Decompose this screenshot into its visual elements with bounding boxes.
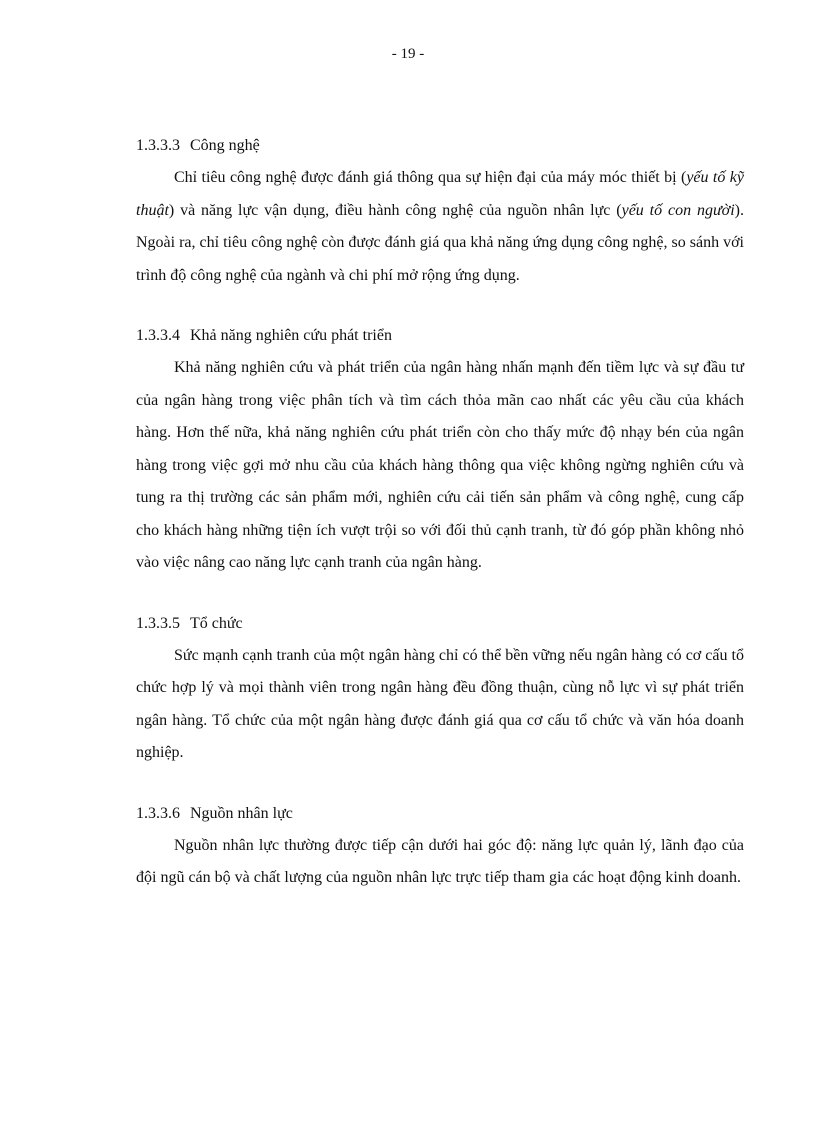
page-number: - 19 - [391, 46, 425, 62]
paragraph-text: ). Ngoài ra, chỉ tiêu công nghệ còn được đánh giá qua khả năng ứng dụng công nghệ, so sánh với trình độ công nghệ của ngành và chi phí mở rộng ứng dụng. [136, 201, 744, 284]
section-heading [136, 130, 744, 162]
section-paragraph [136, 162, 744, 292]
section-to-chuc [136, 608, 744, 770]
section-number: 1.3.3.3 [136, 137, 180, 154]
section-paragraph: Khả năng nghiên cứu và phát triển của ngân hàng nhấn mạnh đến tiềm lực và sự đầu tư của ngân hàng trong việc phân tích và tìm cách thỏa mãn cao nhất các yêu cầu của khách hàng. Hơn thế nữa, khả năng nghiên cứu phát triển còn cho thấy mức độ nhạy bén của ngân hàng trong việc gợi mở nhu cầu của khách hàng thông qua việc không ngừng nghiên cứu và tung ra thị trường các sản phẩm mới, nghiên cứu cải tiến sản phẩm và công nghệ, cung cấp cho khách hàng những tiện ích vượt trội so với đối thủ cạnh tranh, từ đó góp phần không nhỏ vào việc nâng cao năng lực cạnh tranh của ngân hàng. [136, 359, 744, 571]
paragraph-text: ) và năng lực vận dụng, điều hành công nghệ của nguồn nhân lực ( [168, 201, 622, 219]
section-cong-nghe [136, 130, 744, 292]
section-title: Tổ chức [190, 614, 243, 632]
section-number: 1.3.3.4 [136, 327, 180, 344]
section-title: Nguồn nhân lực [190, 804, 293, 822]
italic-term: yếu tố con người [621, 201, 735, 219]
paragraph-text: Chỉ tiêu công nghệ được đánh giá thông qua sự hiện đại của máy móc thiết bị ( [174, 169, 687, 186]
section-heading [136, 798, 744, 830]
section-nghien-cuu-phat-trien [136, 320, 744, 580]
section-number: 1.3.3.6 [136, 804, 180, 822]
section-heading [136, 608, 744, 640]
italic-term: yếu tố kỹ thuật [136, 169, 744, 219]
document-body [136, 130, 744, 923]
section-heading [136, 320, 744, 352]
section-paragraph: Nguồn nhân lực thường được tiếp cận dưới hai góc độ: năng lực quản lý, lãnh đạo của đội ngũ cán bộ và chất lượng của nguồn nhân lực trực tiếp tham gia các hoạt động kinh doanh. [136, 836, 744, 886]
section-nguon-nhan-luc [136, 798, 744, 895]
section-number: 1.3.3.5 [136, 614, 180, 632]
section-title: Khả năng nghiên cứu phát triển [190, 327, 392, 344]
section-paragraph: Sức mạnh cạnh tranh của một ngân hàng chỉ có thể bền vững nếu ngân hàng có cơ cấu tổ chức hợp lý và mọi thành viên trong ngân hàng đều đồng thuận, cùng nỗ lực vì sự phát triển ngân hàng. Tổ chức của một ngân hàng được đánh giá qua cơ cấu tổ chức và văn hóa doanh nghiệp. [136, 646, 744, 761]
section-title: Công nghệ [190, 137, 260, 154]
